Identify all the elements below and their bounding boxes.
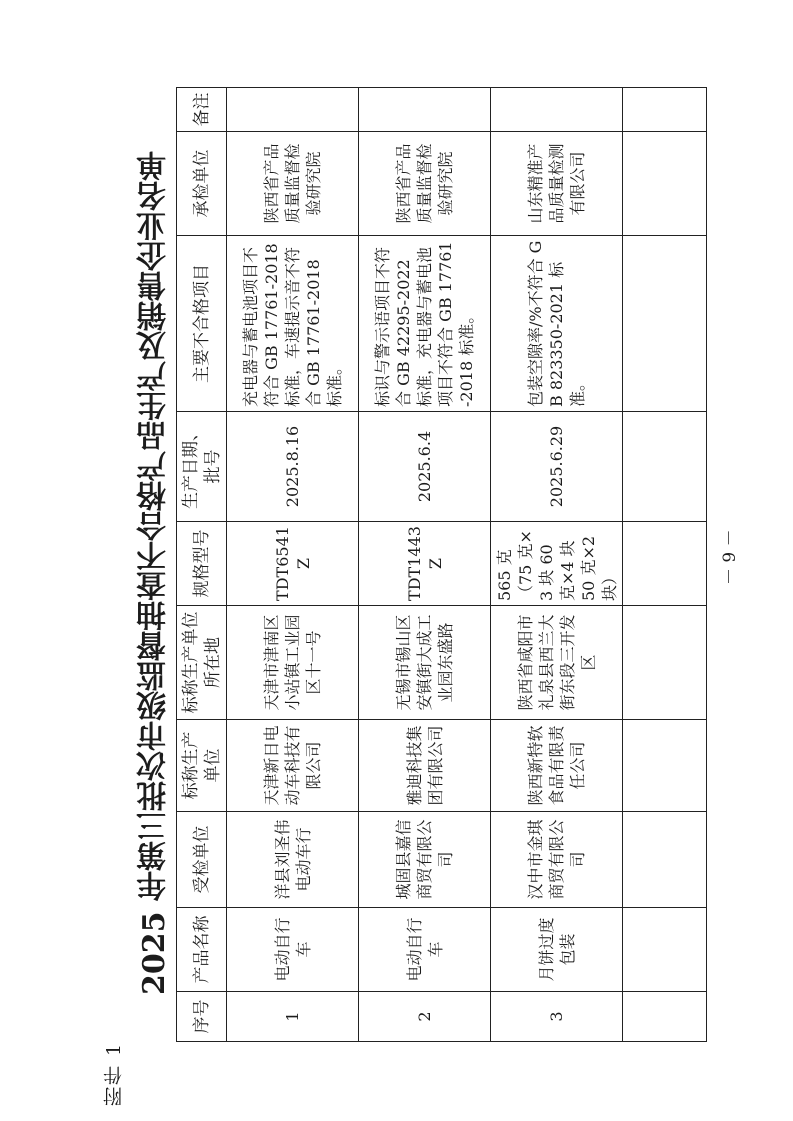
testing-lab: 陕西省产品质量监督检验研究院 [359, 132, 491, 236]
production-date: 2025.6.4 [359, 412, 491, 522]
model: 565 克（75 克×3 块 60 克×4 块 50 克×2 块） [491, 522, 623, 606]
testing-lab: 山东精准产品质量检测有限公司 [491, 132, 623, 236]
defect-items: 充电器与蓄电池项目不符合 GB 17761-2018 标准，车速提示音不符合 GB 17761-2018 标准。 [227, 236, 359, 412]
defect-items: 标识与警示语项目不符合 GB 42295-2022 标准，充电器与蓄电池项目不符合 GB 17761-2018 标准。 [359, 236, 491, 412]
header-cell: 生产日期、批号 [177, 412, 227, 522]
appendix-label: 附件 1 [103, 1041, 125, 1106]
row-number: 1 [227, 992, 359, 1042]
production-date: 2025.6.29 [491, 412, 623, 522]
product-name: 月饼过度包装 [491, 908, 623, 992]
header-cell: 备注 [177, 88, 227, 132]
remark [359, 88, 491, 132]
inspected-unit: 汉中市金琪商贸有限公司 [491, 812, 623, 908]
table-header-row [177, 88, 227, 1042]
inspected-unit: 城固县嘉信商贸有限公司 [359, 812, 491, 908]
model: TDT6541Z [227, 522, 359, 606]
row-number: 2 [359, 992, 491, 1042]
table-row [491, 88, 623, 1042]
page-title: 2025 年第三批次市级监督抽查不合格产品生产及销售企业名单 [137, 151, 172, 995]
header-cell: 承检单位 [177, 132, 227, 236]
header-cell: 主要不合格项目 [177, 236, 227, 412]
page-number: － 9 － [720, 529, 740, 585]
product-name: 电动自行车 [359, 908, 491, 992]
header-cell: 产品名称 [177, 908, 227, 992]
production-date: 2025.8.16 [227, 412, 359, 522]
table-row [359, 88, 491, 1042]
header-cell: 标称生产单位所在地 [177, 606, 227, 720]
header-cell: 受检单位 [177, 812, 227, 908]
row-number: 3 [491, 992, 623, 1042]
producer-address: 天津市津南区小站镇工业园区十一号 [227, 606, 359, 720]
testing-lab: 陕西省产品质量监督检验研究院 [227, 132, 359, 236]
empty-table-row [623, 88, 707, 1042]
producer: 雅迪科技集团有限公司 [359, 720, 491, 812]
header-cell: 规格型号 [177, 522, 227, 606]
remark [491, 88, 623, 132]
header-cell: 序号 [177, 992, 227, 1042]
defect-items: 包装空隙率/%不符合 GB 823350-2021 标准。 [491, 236, 623, 412]
result-table-container [176, 88, 706, 1042]
inspected-unit: 洋县刘圣伟电动车行 [227, 812, 359, 908]
table-row [227, 88, 359, 1042]
producer: 天津新日电动车科技有限公司 [227, 720, 359, 812]
producer-address: 陕西省咸阳市礼泉县西兰大街东段三开发区 [491, 606, 623, 720]
unqualified-products-table [176, 87, 707, 1042]
producer: 陕西新特软食品有限责任公司 [491, 720, 623, 812]
producer-address: 无锡市锡山区安镇街大成工业园东盛路 [359, 606, 491, 720]
model: TDT1443Z [359, 522, 491, 606]
product-name: 电动自行车 [227, 908, 359, 992]
remark [227, 88, 359, 132]
header-cell: 标称生产单位 [177, 720, 227, 812]
